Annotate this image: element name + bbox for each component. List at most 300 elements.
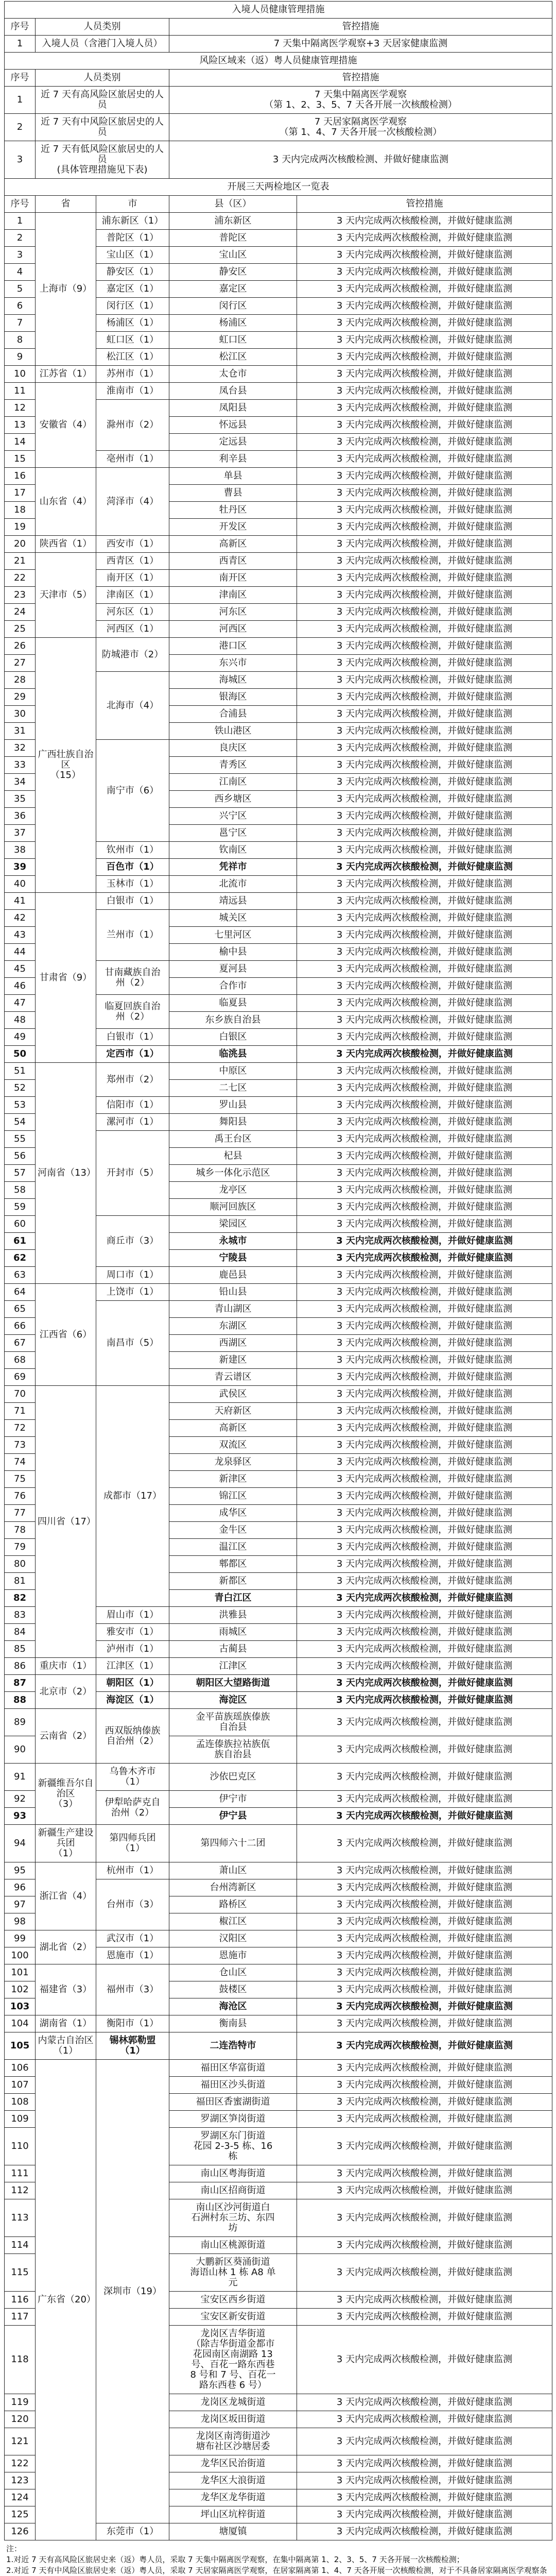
measure-cell: 3 天内完成两次核酸检测，并做好健康监测 [297, 2428, 552, 2455]
city-cell: 玉林市（1） [96, 876, 169, 893]
county-cell: 海淀区 [169, 1692, 297, 1709]
county-cell: 邕宁区 [169, 825, 297, 842]
row-no: 39 [5, 859, 36, 876]
measure-cell: 3 天内完成两次核酸检测，并做好健康监测 [297, 1114, 552, 1131]
measure-cell: 3 天内完成两次核酸检测，并做好健康监测 [297, 1539, 552, 1556]
row-no: 75 [5, 1471, 36, 1488]
measure-cell: 3 天内完成两次核酸检测，并做好健康监测 [297, 1420, 552, 1437]
county-cell: 金牛区 [169, 1522, 297, 1539]
row-no: 1 [5, 213, 36, 230]
city-cell: 定西市（1） [96, 1046, 169, 1063]
row-no: 117 [5, 2309, 36, 2326]
row-no: 118 [5, 2326, 36, 2394]
row-no: 7 [5, 315, 36, 332]
county-cell: 合作市 [169, 978, 297, 995]
section3-data-row [5, 553, 552, 570]
county-cell: 凤阳县 [169, 400, 297, 417]
county-cell: 中原区 [169, 1063, 297, 1080]
row-no: 97 [5, 1896, 36, 1913]
measure-cell: 3 天内完成两次核酸检测，并做好健康监测 [297, 927, 552, 944]
province-cell: 四川省（17） [36, 1386, 96, 1658]
row-no: 42 [5, 910, 36, 927]
row-no: 12 [5, 400, 36, 417]
county-cell: 福田区华富街道 [169, 2060, 297, 2077]
city-cell: 上饶市（1） [96, 1284, 169, 1301]
row-no: 55 [5, 1131, 36, 1148]
notes [4, 2540, 552, 2576]
row-type: 近 7 天有高风险区旅居史的人员 [36, 87, 169, 114]
section2-title: 风险区域来（返）粤人员健康管理措施 [5, 53, 552, 70]
measure-cell: 3 天内完成两次核酸检测，并做好健康监测 [297, 366, 552, 383]
city-cell: 西青区（1） [96, 553, 169, 570]
county-cell: 海城区 [169, 672, 297, 689]
row-no: 20 [5, 536, 36, 553]
row-no: 9 [5, 349, 36, 366]
county-cell: 郫都区 [169, 1556, 297, 1573]
measure-cell: 3 天内完成两次核酸检测，并做好健康监测 [297, 502, 552, 519]
county-cell: 古蔺县 [169, 1641, 297, 1658]
section1-title-row [5, 2, 552, 19]
county-cell: 北流市 [169, 876, 297, 893]
measure-cell: 3 天内完成两次核酸检测，并做好健康监测 [297, 1352, 552, 1369]
row-no: 10 [5, 366, 36, 383]
row-no: 114 [5, 2237, 36, 2254]
row-type: 近 7 天有中风险区旅居史的人员 [36, 114, 169, 141]
measure-cell: 3 天内完成两次核酸检测，并做好健康监测 [297, 2060, 552, 2077]
row-no: 73 [5, 1437, 36, 1454]
row-no: 22 [5, 570, 36, 587]
row-no: 58 [5, 1182, 36, 1199]
county-cell: 河东区 [169, 604, 297, 621]
measure-cell: 3 天内完成两次核酸检测，并做好健康监测 [297, 689, 552, 706]
row-no: 1 [5, 36, 36, 53]
county-cell: 舞阳县 [169, 1114, 297, 1131]
section3-data-row [5, 1658, 552, 1675]
county-cell: 青山湖区 [169, 1301, 297, 1318]
measure-cell: 3 天内完成两次核酸检测，并做好健康监测 [297, 264, 552, 281]
city-cell: 西安市（1） [96, 536, 169, 553]
county-cell: 椒江区 [169, 1913, 297, 1930]
city-cell: 成都市（17） [96, 1386, 169, 1607]
measure-cell: 3 天内完成两次核酸检测，并做好健康监测 [297, 638, 552, 655]
measure-cell: 3 天内完成两次核酸检测，并做好健康监测 [297, 978, 552, 995]
row-no: 16 [5, 468, 36, 485]
measure-cell: 3 天内完成两次核酸检测，并做好健康监测 [297, 1335, 552, 1352]
row-no: 3 [5, 141, 36, 179]
row-no: 56 [5, 1148, 36, 1165]
measure-cell: 3 天内完成两次核酸检测，并做好健康监测 [297, 1607, 552, 1624]
measure-cell: 3 天内完成两次核酸检测，并做好健康监测 [297, 2326, 552, 2394]
city-cell: 白银市（1） [96, 1029, 169, 1046]
section3-data-row [5, 1764, 552, 1791]
row-no: 79 [5, 1539, 36, 1556]
county-cell: 七里河区 [169, 927, 297, 944]
row-no: 65 [5, 1301, 36, 1318]
row-no: 74 [5, 1454, 36, 1471]
measure-cell: 3 天内完成两次核酸检测，并做好健康监测 [297, 1403, 552, 1420]
measure-cell: 3 天内完成两次核酸检测，并做好健康监测 [297, 1862, 552, 1879]
measure-cell: 3 天内完成两次核酸检测，并做好健康监测 [297, 1913, 552, 1930]
measure-cell: 3 天内完成两次核酸检测，并做好健康监测 [297, 1182, 552, 1199]
row-no: 98 [5, 1913, 36, 1930]
row-no: 96 [5, 1879, 36, 1896]
row-no: 35 [5, 791, 36, 808]
county-cell: 榆中县 [169, 944, 297, 961]
row-measure: 7 天集中隔离医学观察 （第 1、2、3、5、7 天各开展一次核酸检测） [169, 87, 552, 114]
row-measure: 7 天集中隔离医学观察+3 天居家健康监测 [169, 36, 552, 53]
row-no: 121 [5, 2428, 36, 2455]
county-cell: 江津区 [169, 1658, 297, 1675]
section3-data-row [5, 366, 552, 383]
section2-header-row [5, 70, 552, 87]
county-cell: 杨浦区 [169, 315, 297, 332]
section1-title: 入境人员健康管理措施 [5, 2, 552, 19]
county-cell: 铁山港区 [169, 723, 297, 740]
city-cell: 临夏回族自治 州（2） [96, 995, 169, 1029]
county-cell: 福田区香蜜湖街道 [169, 2094, 297, 2111]
city-cell: 商丘市（3） [96, 1216, 169, 1267]
row-no: 1 [5, 87, 36, 114]
row-no: 103 [5, 1998, 36, 2015]
measure-cell: 3 天内完成两次核酸检测，并做好健康监测 [297, 1097, 552, 1114]
county-cell: 高新区 [169, 1420, 297, 1437]
measure-cell: 3 天内完成两次核酸检测，并做好健康监测 [297, 859, 552, 876]
row-no: 33 [5, 757, 36, 774]
col-type: 人员类别 [36, 19, 169, 36]
county-cell: 塘厦镇 [169, 2523, 297, 2540]
county-cell: 闵行区 [169, 298, 297, 315]
county-cell: 青白江区 [169, 1590, 297, 1607]
measure-cell: 3 天内完成两次核酸检测，并做好健康监测 [297, 1896, 552, 1913]
county-cell: 海沧区 [169, 1998, 297, 2015]
section3-data-row [5, 383, 552, 400]
city-cell: 百色市（1） [96, 859, 169, 876]
county-cell: 龙华区大浪街道 [169, 2472, 297, 2489]
row-no: 11 [5, 383, 36, 400]
measure-cell: 3 天内完成两次核酸检测，并做好健康监测 [297, 757, 552, 774]
row-no: 60 [5, 1216, 36, 1233]
note-item: 2.对近 7 天有中风险区旅居史来（返）粤人员，采取 7 天居家隔离医学观察，在居家隔离第 1、4、7 天各开展一次核酸检测，对于不具备居家隔离医学观察条 [6, 2566, 547, 2575]
measure-cell: 3 天内完成两次核酸检测，并做好健康监测 [297, 2128, 552, 2165]
measure-cell: 3 天内完成两次核酸检测，并做好健康监测 [297, 2523, 552, 2540]
county-cell: 东湖区 [169, 1318, 297, 1335]
province-cell: 重庆市（1） [36, 1658, 96, 1675]
measure-cell: 3 天内完成两次核酸检测，并做好健康监测 [297, 2506, 552, 2523]
measure-cell: 3 天内完成两次核酸检测，并做好健康监测 [297, 1199, 552, 1216]
section2-title-row [5, 53, 552, 70]
measure-cell: 3 天内完成两次核酸检测，并做好健康监测 [297, 1879, 552, 1896]
measure-cell: 3 天内完成两次核酸检测，并做好健康监测 [297, 893, 552, 910]
county-cell: 南山区沙河街道白 石洲村东三坊、东四 坊 [169, 2199, 297, 2237]
row-no: 8 [5, 332, 36, 349]
measure-cell: 3 天内完成两次核酸检测，并做好健康监测 [297, 417, 552, 434]
measure-cell: 3 天内完成两次核酸检测，并做好健康监测 [297, 315, 552, 332]
measure-cell: 3 天内完成两次核酸检测，并做好健康监测 [297, 536, 552, 553]
row-no: 124 [5, 2489, 36, 2506]
city-cell: 东莞市（1） [96, 2523, 169, 2540]
measure-cell: 3 天内完成两次核酸检测，并做好健康监测 [297, 842, 552, 859]
row-no: 53 [5, 1097, 36, 1114]
city-cell: 虹口区（1） [96, 332, 169, 349]
row-no: 66 [5, 1318, 36, 1335]
section3-data-row [5, 1964, 552, 1981]
row-no: 112 [5, 2182, 36, 2199]
city-cell: 杭州市（1） [96, 1862, 169, 1879]
county-cell: 新建区 [169, 1352, 297, 1369]
county-cell: 兴宁区 [169, 808, 297, 825]
row-no: 113 [5, 2199, 36, 2237]
measure-cell: 3 天内完成两次核酸检测，并做好健康监测 [297, 349, 552, 366]
measure-cell: 3 天内完成两次核酸检测，并做好健康监测 [297, 995, 552, 1012]
row-no: 110 [5, 2128, 36, 2165]
measure-cell: 3 天内完成两次核酸检测，并做好健康监测 [297, 1267, 552, 1284]
measure-cell: 3 天内完成两次核酸检测，并做好健康监测 [297, 2309, 552, 2326]
row-no: 5 [5, 281, 36, 298]
row-measure: 3 天内完成两次核酸检测、并做好健康监测 [169, 141, 552, 179]
row-no: 41 [5, 893, 36, 910]
measure-cell: 3 天内完成两次核酸检测，并做好健康监测 [297, 1471, 552, 1488]
measure-cell: 3 天内完成两次核酸检测，并做好健康监测 [297, 247, 552, 264]
row-no: 26 [5, 638, 36, 655]
section3-data-row [5, 1284, 552, 1301]
row-no: 19 [5, 519, 36, 536]
county-cell: 高新区 [169, 536, 297, 553]
county-cell: 合浦县 [169, 706, 297, 723]
measure-cell: 3 天内完成两次核酸检测，并做好健康监测 [297, 1437, 552, 1454]
row-no: 67 [5, 1335, 36, 1352]
measure-cell: 3 天内完成两次核酸检测，并做好健康监测 [297, 1964, 552, 1981]
row-no: 4 [5, 264, 36, 281]
county-cell: 龙岗区龙城街道 [169, 2394, 297, 2411]
county-cell: 宁陵县 [169, 1250, 297, 1267]
row-no: 107 [5, 2077, 36, 2094]
row-no: 71 [5, 1403, 36, 1420]
measure-cell: 3 天内完成两次核酸检测，并做好健康监测 [297, 1692, 552, 1709]
row-no: 90 [5, 1736, 36, 1764]
city-cell: 嘉定区（1） [96, 281, 169, 298]
section3-data-row [5, 1386, 552, 1403]
measure-cell: 3 天内完成两次核酸检测，并做好健康监测 [297, 519, 552, 536]
measure-cell: 3 天内完成两次核酸检测，并做好健康监测 [297, 553, 552, 570]
row-no: 84 [5, 1624, 36, 1641]
county-cell: 东兴市 [169, 655, 297, 672]
measure-cell: 3 天内完成两次核酸检测，并做好健康监测 [297, 1250, 552, 1267]
section3-data-row [5, 1825, 552, 1862]
row-no: 15 [5, 451, 36, 468]
row-no: 50 [5, 1046, 36, 1063]
city-cell: 眉山市（1） [96, 1607, 169, 1624]
measure-cell: 3 天内完成两次核酸检测，并做好健康监测 [297, 1791, 552, 1808]
row-no: 48 [5, 1012, 36, 1029]
row-no: 18 [5, 502, 36, 519]
measure-cell: 3 天内完成两次核酸检测，并做好健康监测 [297, 1675, 552, 1692]
row-no: 43 [5, 927, 36, 944]
county-cell: 西青区 [169, 553, 297, 570]
county-cell: 新津区 [169, 1471, 297, 1488]
measure-cell: 3 天内完成两次核酸检测，并做好健康监测 [297, 621, 552, 638]
city-cell: 滁州市（2） [96, 400, 169, 451]
measure-cell: 3 天内完成两次核酸检测，并做好健康监测 [297, 1947, 552, 1964]
county-cell: 大鹏新区葵涌街道 海语山林 1 栋 A8 单 元 [169, 2254, 297, 2292]
county-cell: 鹿邑县 [169, 1267, 297, 1284]
county-cell: 定远县 [169, 434, 297, 451]
row-no: 100 [5, 1947, 36, 1964]
province-cell: 甘肃省（9） [36, 893, 96, 1063]
province-cell: 江苏省（1） [36, 366, 96, 383]
city-cell: 宝山区（1） [96, 247, 169, 264]
county-cell: 杞县 [169, 1148, 297, 1165]
county-cell: 城关区 [169, 910, 297, 927]
row-no: 102 [5, 1981, 36, 1998]
city-cell: 恩施市（1） [96, 1947, 169, 1964]
county-cell: 衡南县 [169, 2015, 297, 2032]
city-cell: 闵行区（1） [96, 298, 169, 315]
province-cell: 内蒙古自治区（1） [36, 2032, 96, 2060]
section3-data-row [5, 1709, 552, 1736]
row-no: 2 [5, 114, 36, 141]
measure-cell: 3 天内完成两次核酸检测，并做好健康监测 [297, 1454, 552, 1471]
section3-title: 开展三天两检地区一览表 [5, 179, 552, 196]
row-no: 89 [5, 1709, 36, 1736]
measure-cell: 3 天内完成两次核酸检测，并做好健康监测 [297, 1505, 552, 1522]
measure-cell: 3 天内完成两次核酸检测，并做好健康监测 [297, 706, 552, 723]
province-cell: 北京市（2） [36, 1675, 96, 1709]
measure-cell: 3 天内完成两次核酸检测，并做好健康监测 [297, 1590, 552, 1607]
col-no: 序号 [5, 19, 36, 36]
row-no: 47 [5, 995, 36, 1012]
county-cell: 二连浩特市 [169, 2032, 297, 2060]
row-no: 116 [5, 2292, 36, 2309]
province-cell: 河南省（13） [36, 1063, 96, 1284]
county-cell: 嘉定区 [169, 281, 297, 298]
city-cell: 郑州市（2） [96, 1063, 169, 1097]
section3-data-row [5, 2032, 552, 2060]
row-no: 111 [5, 2165, 36, 2182]
city-cell: 河东区（1） [96, 604, 169, 621]
section3-data-row [5, 468, 552, 485]
city-cell: 白银市（1） [96, 893, 169, 910]
city-cell: 武汉市（1） [96, 1930, 169, 1947]
row-no: 126 [5, 2523, 36, 2540]
measure-cell: 3 天内完成两次核酸检测，并做好健康监测 [297, 2015, 552, 2032]
county-cell: 静安区 [169, 264, 297, 281]
measure-cell: 3 天内完成两次核酸检测，并做好健康监测 [297, 1148, 552, 1165]
county-cell: 浦东新区 [169, 213, 297, 230]
county-cell: 鼓楼区 [169, 1981, 297, 1998]
row-no: 2 [5, 230, 36, 247]
measure-cell: 3 天内完成两次核酸检测，并做好健康监测 [297, 2032, 552, 2060]
county-cell: 钦南区 [169, 842, 297, 859]
row-no: 13 [5, 417, 36, 434]
measure-cell: 3 天内完成两次核酸检测，并做好健康监测 [297, 2094, 552, 2111]
row-no: 36 [5, 808, 36, 825]
section3-title-row [5, 179, 552, 196]
col-province: 省 [36, 196, 96, 213]
county-cell: 江南区 [169, 774, 297, 791]
city-cell: 福州市（3） [96, 1964, 169, 2015]
county-cell: 龙岗区坂田街道 [169, 2411, 297, 2428]
measure-cell: 3 天内完成两次核酸检测，并做好健康监测 [297, 213, 552, 230]
county-cell: 白银区 [169, 1029, 297, 1046]
measure-cell: 3 天内完成两次核酸检测，并做好健康监测 [297, 2199, 552, 2237]
measure-cell: 3 天内完成两次核酸检测，并做好健康监测 [297, 774, 552, 791]
measure-cell: 3 天内完成两次核酸检测，并做好健康监测 [297, 1369, 552, 1386]
county-cell: 南开区 [169, 570, 297, 587]
measure-cell: 3 天内完成两次核酸检测，并做好健康监测 [297, 961, 552, 978]
measure-cell: 3 天内完成两次核酸检测，并做好健康监测 [297, 740, 552, 757]
county-cell: 禹王台区 [169, 1131, 297, 1148]
row-no: 63 [5, 1267, 36, 1284]
county-cell: 临洮县 [169, 1046, 297, 1063]
measure-cell: 3 天内完成两次核酸检测，并做好健康监测 [297, 485, 552, 502]
city-cell: 杨浦区（1） [96, 315, 169, 332]
row-no: 32 [5, 740, 36, 757]
county-cell: 伊宁县 [169, 1808, 297, 1825]
row-no: 3 [5, 247, 36, 264]
row-no: 59 [5, 1199, 36, 1216]
measure-cell: 3 天内完成两次核酸检测，并做好健康监测 [297, 1764, 552, 1791]
measure-cell: 3 天内完成两次核酸检测，并做好健康监测 [297, 2489, 552, 2506]
measure-cell: 3 天内完成两次核酸检测，并做好健康监测 [297, 1658, 552, 1675]
section3-data-row [5, 536, 552, 553]
measure-cell: 3 天内完成两次核酸检测，并做好健康监测 [297, 281, 552, 298]
measure-cell: 3 天内完成两次核酸检测，并做好健康监测 [297, 2411, 552, 2428]
county-cell: 罗湖区东门街道 花园 2-3-5 栋、16 栋 [169, 2128, 297, 2165]
section1-data-row [5, 36, 552, 53]
row-no: 81 [5, 1573, 36, 1590]
row-no: 14 [5, 434, 36, 451]
col-measure: 管控措施 [169, 70, 552, 87]
row-no: 51 [5, 1063, 36, 1080]
county-cell: 成华区 [169, 1505, 297, 1522]
county-cell: 单县 [169, 468, 297, 485]
county-cell: 台州湾新区 [169, 1879, 297, 1896]
county-cell: 伊宁市 [169, 1791, 297, 1808]
county-cell: 锦江区 [169, 1488, 297, 1505]
province-cell: 山东省（4） [36, 468, 96, 536]
county-cell: 坪山区坑梓街道 [169, 2506, 297, 2523]
measure-cell: 3 天内完成两次核酸检测，并做好健康监测 [297, 2111, 552, 2128]
county-cell: 龙岗区南湾街道沙 塘布社区沙塘居委 [169, 2428, 297, 2455]
row-measure: 7 天居家隔离医学观察 （第 1、4、7 天各开展一次核酸检测） [169, 114, 552, 141]
county-cell: 银海区 [169, 689, 297, 706]
measure-cell: 3 天内完成两次核酸检测，并做好健康监测 [297, 1825, 552, 1862]
county-cell: 靖远县 [169, 893, 297, 910]
measure-cell: 3 天内完成两次核酸检测，并做好健康监测 [297, 1012, 552, 1029]
measure-cell: 3 天内完成两次核酸检测，并做好健康监测 [297, 2394, 552, 2411]
city-cell: 防城港市（2） [96, 638, 169, 672]
row-no: 104 [5, 2015, 36, 2032]
measure-cell: 3 天内完成两次核酸检测，并做好健康监测 [297, 1386, 552, 1403]
measure-cell: 3 天内完成两次核酸检测，并做好健康监测 [297, 876, 552, 893]
county-cell: 西湖区 [169, 1335, 297, 1352]
col-county: 县（区） [169, 196, 297, 213]
row-no: 122 [5, 2455, 36, 2472]
measure-cell: 3 天内完成两次核酸检测，并做好健康监测 [297, 2077, 552, 2094]
measure-cell: 3 天内完成两次核酸检测，并做好健康监测 [297, 1573, 552, 1590]
row-no: 106 [5, 2060, 36, 2077]
row-type: 入境人员（含港门入境人员） [36, 36, 169, 53]
measure-cell: 3 天内完成两次核酸检测，并做好健康监测 [297, 944, 552, 961]
province-cell: 广西壮族自治区 （15） [36, 638, 96, 893]
county-cell: 金平苗族瑶族傣族 自治县 [169, 1709, 297, 1736]
row-no: 115 [5, 2254, 36, 2292]
county-cell: 河西区 [169, 621, 297, 638]
row-no: 23 [5, 587, 36, 604]
city-cell: 静安区（1） [96, 264, 169, 281]
measure-cell: 3 天内完成两次核酸检测，并做好健康监测 [297, 910, 552, 927]
row-no: 31 [5, 723, 36, 740]
